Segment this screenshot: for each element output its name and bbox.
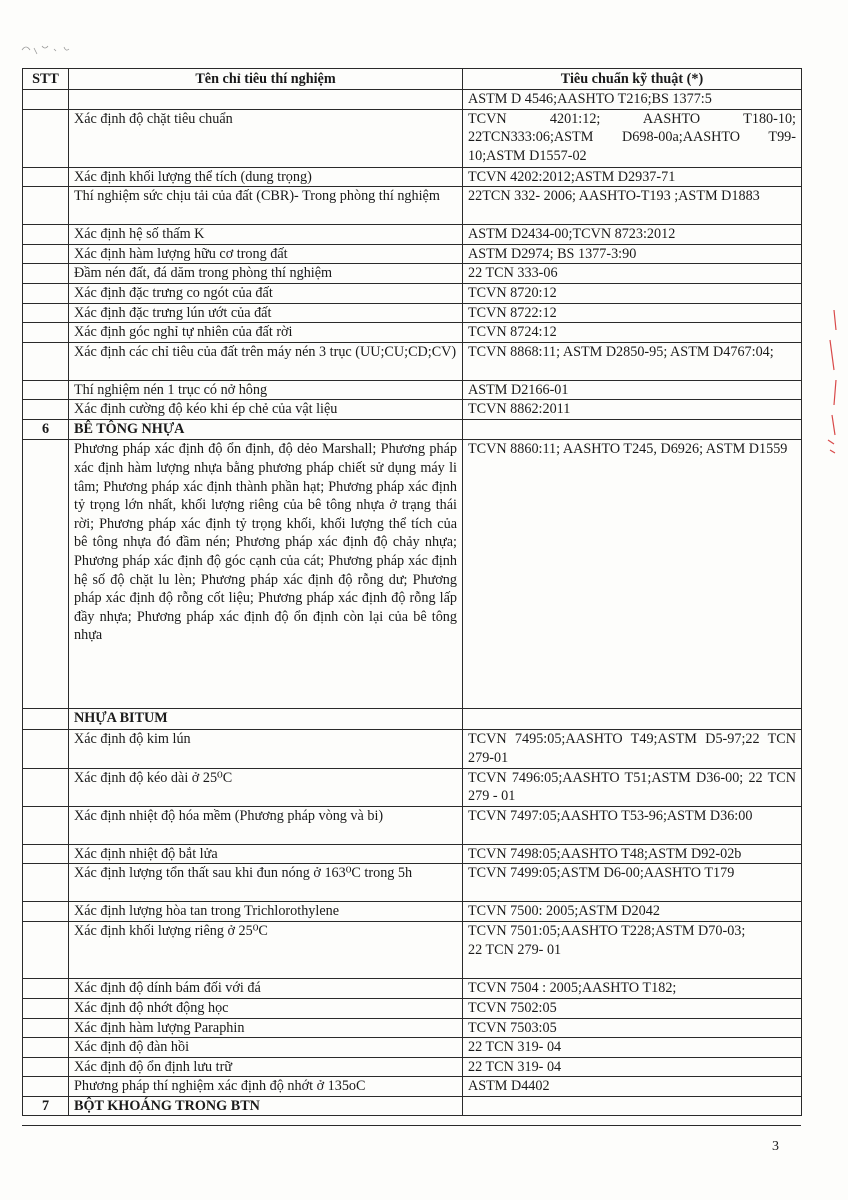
row-standard: TCVN 7503:05 (463, 1018, 802, 1038)
row-stt (23, 844, 69, 864)
table-bottom-rule (22, 1125, 801, 1126)
row-standard: TCVN 8862:2011 (463, 400, 802, 420)
row-standard: ASTM D4402 (463, 1077, 802, 1097)
row-test-name: Xác định độ đàn hồi (69, 1038, 463, 1058)
section-row (23, 1096, 802, 1116)
row-stt (23, 109, 69, 167)
row-stt (23, 979, 69, 999)
row-test-name: Xác định các chỉ tiêu của đất trên máy nén 3 trục (UU;CU;CD;CV) (69, 342, 463, 380)
table-row (23, 167, 802, 187)
table-row (23, 283, 802, 303)
row-stt (23, 709, 69, 730)
row-stt (23, 90, 69, 110)
row-stt (23, 1038, 69, 1058)
row-test-name: Xác định độ ổn định lưu trữ (69, 1057, 463, 1077)
table-row (23, 323, 802, 343)
row-stt (23, 283, 69, 303)
row-test-name: Thí nghiệm sức chịu tải của đất (CBR)- Trong phòng thí nghiệm (69, 187, 463, 225)
row-test-name: Xác định nhiệt độ hóa mềm (Phương pháp vòng và bi) (69, 806, 463, 844)
row-stt (23, 323, 69, 343)
table-body (23, 90, 802, 1116)
table-row (23, 225, 802, 245)
row-stt (23, 998, 69, 1018)
row-standard (463, 420, 802, 440)
row-stt (23, 922, 69, 979)
table-row (23, 303, 802, 323)
table-row (23, 768, 802, 806)
row-test-name: Phương pháp xác định độ ổn định, độ dẻo Marshall; Phương pháp xác định hàm lượng nhựa bằng phương pháp chiết sử dụng máy li tâm; Phương pháp xác định thành phần hạt; Phương pháp xác định tỷ trọng lớn nhất, khối lượng riêng của bê tông nhựa ở trạng thái rời; Phương pháp xác định tỷ trọng khối, khối lượng thể tích của bê tông nhựa đó đầm nén; Phương pháp xác định độ chảy nhựa; Phương pháp xác định độ góc cạnh của cát; Phương pháp xác định hệ số độ chặt lu lèn; Phương pháp xác định độ rỗng dư; Phương pháp xác định độ rỗng cốt liệu; Phương pháp xác định độ rỗng lấp đầy nhựa; Phương pháp xác định độ ổn định còn lại của bê tông nhựa (69, 440, 463, 709)
row-standard: TCVN 8724:12 (463, 323, 802, 343)
table-row (23, 187, 802, 225)
row-test-name: Xác định khối lượng riêng ở 25⁰C (69, 922, 463, 979)
row-stt (23, 768, 69, 806)
table-row (23, 998, 802, 1018)
table-row (23, 342, 802, 380)
row-standard: TCVN 7497:05;AASHTO T53-96;ASTM D36:00 (463, 806, 802, 844)
row-test-name: Xác định đặc trưng co ngót của đất (69, 283, 463, 303)
table-row (23, 844, 802, 864)
row-standard: ASTM D2434-00;TCVN 8723:2012 (463, 225, 802, 245)
table-header-row (23, 69, 802, 90)
row-standard: TCVN 7498:05;AASHTO T48;ASTM D92-02b (463, 844, 802, 864)
row-standard: ASTM D 4546;AASHTO T216;BS 1377:5 (463, 90, 802, 110)
row-stt (23, 730, 69, 768)
row-standard: 22TCN 332- 2006; AASHTO-T193 ;ASTM D1883 (463, 187, 802, 225)
header-stt: STT (23, 69, 69, 90)
section-title: BÊ TÔNG NHỰA (69, 420, 463, 440)
test-standards-table (22, 68, 802, 1116)
row-test-name: Xác định hàm lượng hữu cơ trong đất (69, 244, 463, 264)
row-stt: 7 (23, 1096, 69, 1116)
row-test-name: Đầm nén đất, đá dăm trong phòng thí nghiệm (69, 264, 463, 284)
row-test-name: Xác định đặc trưng lún ướt của đất (69, 303, 463, 323)
row-stt (23, 400, 69, 420)
row-standard: TCVN 7499:05;ASTM D6-00;AASHTO T179 (463, 864, 802, 902)
table-row (23, 730, 802, 768)
row-standard: TCVN 7501:05;AASHTO T228;ASTM D70-03; 22 TCN 279- 01 (463, 922, 802, 979)
row-stt: 6 (23, 420, 69, 440)
header-test-name: Tên chỉ tiêu thí nghiệm (69, 69, 463, 90)
table-row (23, 902, 802, 922)
row-stt (23, 342, 69, 380)
table-row (23, 1057, 802, 1077)
row-stt (23, 167, 69, 187)
row-standard: TCVN 7495:05;AASHTO T49;ASTM D5-97;22 TCN 279-01 (463, 730, 802, 768)
table-row (23, 864, 802, 902)
row-standard: TCVN 4202:2012;ASTM D2937-71 (463, 167, 802, 187)
row-standard: 22 TCN 319- 04 (463, 1057, 802, 1077)
row-standard: ASTM D2166-01 (463, 380, 802, 400)
section-title: NHỰA BITUM (69, 709, 463, 730)
row-standard: 22 TCN 319- 04 (463, 1038, 802, 1058)
row-test-name: Xác định góc nghỉ tự nhiên của đất rời (69, 323, 463, 343)
row-test-name: Xác định hệ số thấm K (69, 225, 463, 245)
section-row (23, 420, 802, 440)
table-row (23, 109, 802, 167)
table-row (23, 1077, 802, 1097)
row-standard: 22 TCN 333-06 (463, 264, 802, 284)
row-test-name: Phương pháp thí nghiệm xác định độ nhớt ở 135oC (69, 1077, 463, 1097)
row-test-name: Xác định nhiệt độ bắt lửa (69, 844, 463, 864)
row-test-name: Thí nghiệm nén 1 trục có nở hông (69, 380, 463, 400)
row-test-name: Xác định khối lượng thể tích (dung trọng) (69, 167, 463, 187)
row-standard: TCVN 8860:11; AASHTO T245, D6926; ASTM D1559 (463, 440, 802, 709)
row-test-name: Xác định hàm lượng Paraphin (69, 1018, 463, 1038)
row-standard: TCVN 7496:05;AASHTO T51;ASTM D36-00; 22 TCN 279 - 01 (463, 768, 802, 806)
row-standard: ASTM D2974; BS 1377-3:90 (463, 244, 802, 264)
header-standard: Tiêu chuẩn kỹ thuật (*) (463, 69, 802, 90)
row-test-name: Xác định độ dính bám đối với đá (69, 979, 463, 999)
row-standard (463, 1096, 802, 1116)
row-test-name: Xác định cường độ kéo khi ép chẻ của vật liệu (69, 400, 463, 420)
row-stt (23, 303, 69, 323)
row-test-name: Xác định lượng hòa tan trong Trichlorothylene (69, 902, 463, 922)
table-row (23, 400, 802, 420)
row-stt (23, 380, 69, 400)
row-standard: TCVN 7502:05 (463, 998, 802, 1018)
row-test-name: Xác định độ nhớt động học (69, 998, 463, 1018)
row-standard: TCVN 4201:12; AASHTO T180-10; 22TCN333:06;ASTM D698-00a;AASHTO T99-10;ASTM D1557-02 (463, 109, 802, 167)
table-row (23, 440, 802, 709)
table-row (23, 1018, 802, 1038)
row-stt (23, 264, 69, 284)
row-standard: TCVN 7500: 2005;ASTM D2042 (463, 902, 802, 922)
row-standard (463, 709, 802, 730)
red-stamp-edge-mark (820, 300, 844, 470)
page-number: 3 (772, 1139, 779, 1154)
table-row (23, 90, 802, 110)
row-stt (23, 864, 69, 902)
row-test-name (69, 90, 463, 110)
table-row (23, 244, 802, 264)
table-row (23, 806, 802, 844)
row-standard: TCVN 7504 : 2005;AASHTO T182; (463, 979, 802, 999)
row-stt (23, 244, 69, 264)
table-row (23, 380, 802, 400)
table-row (23, 264, 802, 284)
row-standard: TCVN 8722:12 (463, 303, 802, 323)
table-row (23, 979, 802, 999)
row-test-name: Xác định lượng tổn thất sau khi đun nóng ở 163⁰C trong 5h (69, 864, 463, 902)
scan-artifact-mark (20, 40, 80, 58)
row-test-name: Xác định độ chặt tiêu chuẩn (69, 109, 463, 167)
table-row (23, 1038, 802, 1058)
row-stt (23, 1018, 69, 1038)
table-row (23, 922, 802, 979)
row-stt (23, 187, 69, 225)
row-test-name: Xác định độ kim lún (69, 730, 463, 768)
section-title: BỘT KHOÁNG TRONG BTN (69, 1096, 463, 1116)
row-stt (23, 902, 69, 922)
row-stt (23, 806, 69, 844)
row-stt (23, 1057, 69, 1077)
row-test-name: Xác định độ kéo dài ở 25⁰C (69, 768, 463, 806)
row-standard: TCVN 8868:11; ASTM D2850-95; ASTM D4767:04; (463, 342, 802, 380)
section-row (23, 709, 802, 730)
row-stt (23, 225, 69, 245)
row-stt (23, 440, 69, 709)
row-stt (23, 1077, 69, 1097)
row-standard: TCVN 8720:12 (463, 283, 802, 303)
